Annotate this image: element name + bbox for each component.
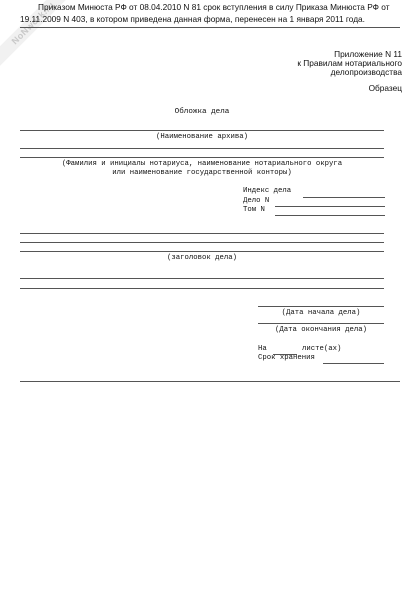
notary-line-2 bbox=[20, 157, 384, 158]
header-note-line-2: 19.11.2009 N 403, в котором приведена данная форма, перенесен на 1 января 2011 года. bbox=[20, 14, 365, 24]
notary-caption-line-2: или наименование государственной конторы) bbox=[112, 169, 292, 177]
header-note bbox=[20, 1, 390, 25]
index-field-line bbox=[303, 197, 385, 198]
storage-period-label: Срок хранения bbox=[258, 354, 315, 362]
end-date-caption: (Дата окончания дела) bbox=[275, 326, 367, 334]
volume-number-field-line bbox=[275, 215, 385, 216]
archive-name-caption: (Наименование архива) bbox=[156, 133, 248, 141]
case-heading-caption: (заголовок дела) bbox=[166, 254, 238, 262]
archive-name-line bbox=[20, 130, 384, 131]
end-date-line bbox=[258, 323, 384, 324]
case-heading-line-3 bbox=[20, 251, 384, 252]
notary-caption-line-1: (Фамилия и инициалы нотариуса, наименование нотариального округа bbox=[61, 160, 343, 168]
bottom-divider bbox=[20, 381, 400, 382]
header-divider bbox=[20, 27, 400, 28]
notary-line-1 bbox=[20, 148, 384, 149]
case-heading-line-4 bbox=[20, 278, 384, 279]
case-heading-line-1 bbox=[20, 233, 384, 234]
start-date-line bbox=[258, 306, 384, 307]
case-number-field-line bbox=[275, 206, 385, 207]
header-note-line-1: Приказом Минюста РФ от 08.04.2010 N 81 срок вступления в силу Приказа Минюста РФ от bbox=[38, 2, 390, 12]
case-heading-line-5 bbox=[20, 288, 384, 289]
appendix-reference-cont: делопроизводства bbox=[330, 67, 402, 77]
volume-number-label: Том N bbox=[243, 206, 265, 214]
notary-caption bbox=[20, 160, 384, 178]
start-date-caption: (Дата начала дела) bbox=[281, 309, 361, 317]
sheets-label: листе(ах) bbox=[302, 345, 342, 353]
sample-label: Образец bbox=[368, 83, 402, 93]
storage-period-field-line bbox=[323, 363, 384, 364]
form-title: Обложка дела bbox=[174, 108, 230, 116]
appendix-block bbox=[202, 50, 402, 77]
appendix-number: Приложение N 11 bbox=[334, 49, 402, 59]
sheets-on-label: На bbox=[258, 345, 267, 353]
case-heading-line-2 bbox=[20, 242, 384, 243]
watermark-ribbon: NoNwork.ru bbox=[0, 0, 80, 70]
index-label: Индекс дела bbox=[243, 187, 292, 195]
case-number-label: Дело N bbox=[243, 197, 270, 205]
appendix-reference: к Правилам нотариального bbox=[297, 58, 402, 68]
